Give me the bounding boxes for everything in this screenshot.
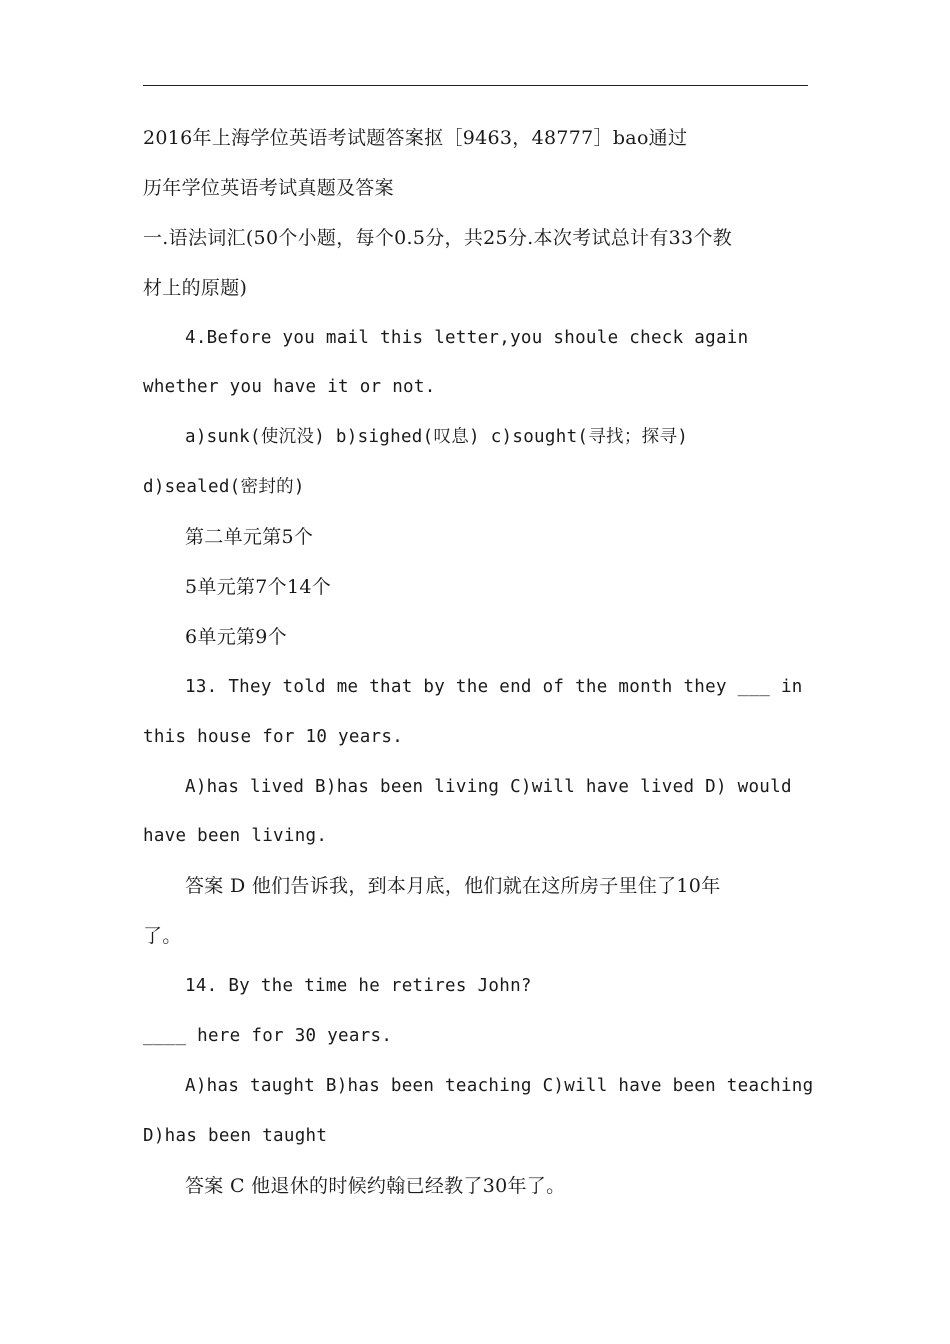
doc-subtitle-line: 历年学位英语考试真题及答案 <box>143 176 394 199</box>
question-13-line-2: this house for 10 years. <box>143 726 404 747</box>
question-14-options-line-1: A)has taught B)has been teaching C)will have been teaching <box>185 1075 814 1096</box>
question-13-options-line-1: A)has lived B)has been living C)will have lived D) would <box>185 776 792 797</box>
unit-note-1: 第二单元第5个 <box>185 526 314 549</box>
question-4-line-1: 4.Before you mail this letter,you shoule check again <box>185 327 749 348</box>
question-14-options-line-2: D)has been taught <box>143 1125 328 1146</box>
doc-title-line: 2016年上海学位英语考试题答案抠［9463，48777］bao通过 <box>143 127 688 149</box>
section-heading-line-1: 一.语法词汇(50个小题，每个0.5分，共25分.本次考试总计有33个教 <box>143 226 733 249</box>
question-14-line-2: ____ here for 30 years. <box>143 1026 393 1047</box>
question-13-options-line-2: have been living. <box>143 826 328 847</box>
question-13-answer-line-2: 了。 <box>143 925 182 948</box>
document-body <box>143 114 814 1212</box>
question-14-answer-line: 答案 C 他退休的时候约翰已经教了30年了。 <box>185 1174 566 1197</box>
unit-note-3: 6单元第9个 <box>185 625 287 648</box>
section-heading-line-2: 材上的原题) <box>143 276 248 299</box>
question-13-answer-line-1: 答案 D 他们告诉我，到本月底，他们就在这所房子里住了10年 <box>185 875 721 898</box>
question-13-line-1: 13. They told me that by the end of the month they ___ in <box>185 676 803 697</box>
question-4-options-line-1: a)sunk(使沉没) b)sighed(叹息) c)sought(寻找；探寻) <box>185 427 689 448</box>
unit-note-2: 5单元第7个14个 <box>185 576 332 599</box>
header-rule <box>143 85 808 86</box>
question-4-options-line-2: d)sealed(密封的) <box>143 477 305 498</box>
question-4-line-2: whether you have it or not. <box>143 377 436 398</box>
question-14-line-1: 14. By the time he retires John? <box>185 976 532 997</box>
